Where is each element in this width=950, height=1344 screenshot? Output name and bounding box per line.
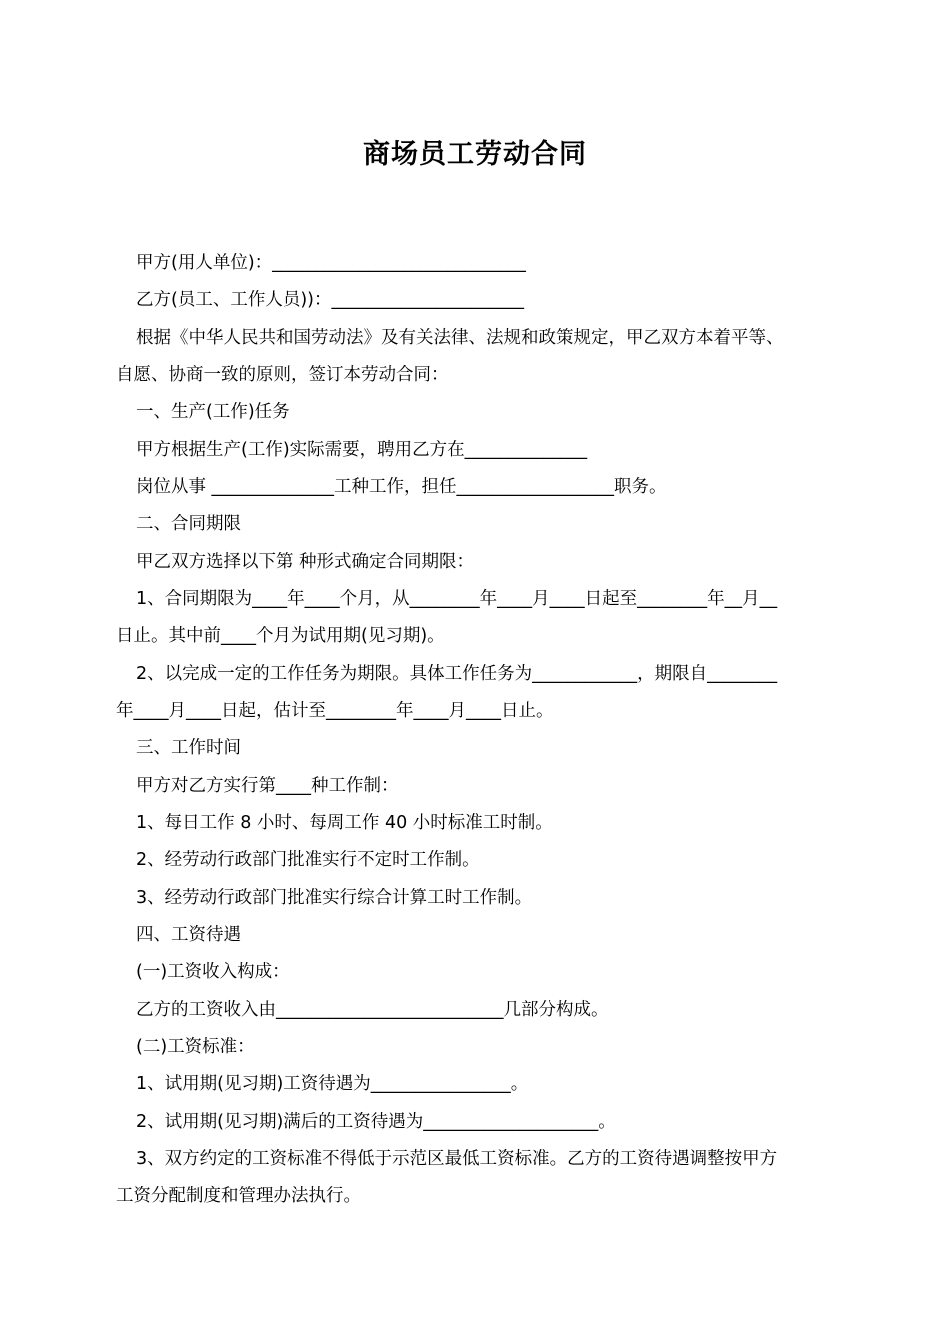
paragraph-task-line-2: 岗位从事 ______________工种工作，担任__________________职务。 (136, 477, 667, 497)
document-title: 商场员工劳动合同 (363, 139, 587, 170)
section-heading-3: 三、工作时间 (136, 738, 241, 758)
paragraph-wage-structure: 乙方的工资收入由__________________________几部分构成。 (136, 1000, 609, 1020)
paragraph-hours-1: 1、每日工作 8 小时、每周工作 40 小时标准工时制。 (136, 813, 553, 833)
paragraph-term-2-line-1: 2、以完成一定的工作任务为期限。具体工作任务为____________，期限自________ (136, 664, 778, 684)
paragraph-wage-3-line-1: 3、双方约定的工资标准不得低于示范区最低工资标准。乙方的工资待遇调整按甲方 (136, 1149, 778, 1169)
paragraph-wage-2: 2、试用期(见习期)满后的工资待遇为____________________。 (136, 1112, 616, 1132)
paragraph-term-2-line-2: 年____月____日起，估计至________年____月____日止。 (116, 701, 554, 721)
paragraph-hours-2: 2、经劳动行政部门批准实行不定时工作制。 (136, 850, 480, 870)
paragraph-preamble-line-2: 自愿、协商一致的原则，签订本劳动合同： (116, 365, 449, 385)
paragraph-wage-1: 1、试用期(见习期)工资待遇为________________。 (136, 1074, 529, 1094)
paragraph-preamble-line-1: 根据《中华人民共和国劳动法》及有关法律、法规和政策规定，甲乙双方本着平等、 (136, 328, 784, 348)
section-heading-1: 一、生产(工作)任务 (136, 402, 290, 422)
paragraph-party-a: 甲方(用人单位)：_____________________________ (136, 253, 526, 273)
paragraph-hours-intro: 甲方对乙方实行第____种工作制： (136, 776, 399, 796)
section-heading-2: 二、合同期限 (136, 514, 241, 534)
paragraph-hours-3: 3、经劳动行政部门批准实行综合计算工时工作制。 (136, 888, 533, 908)
section-heading-4: 四、工资待遇 (136, 925, 241, 945)
paragraph-party-b: 乙方(员工、工作人员))：______________________ (136, 290, 524, 310)
paragraph-term-intro: 甲乙双方选择以下第 种形式确定合同期限： (136, 552, 475, 572)
paragraph-term-1-line-2: 日止。其中前____个月为试用期(见习期)。 (116, 626, 445, 646)
paragraph-wage-3-line-2: 工资分配制度和管理办法执行。 (116, 1186, 361, 1206)
subsection-heading-wage-standard: (二)工资标准： (136, 1037, 255, 1057)
paragraph-term-1-line-1: 1、合同期限为____年____个月，从________年____月____日起至________年__月__ (136, 589, 778, 609)
paragraph-task-line-1: 甲方根据生产(工作)实际需要，聘用乙方在______________ (136, 440, 588, 460)
subsection-heading-wage-structure: (一)工资收入构成： (136, 962, 290, 982)
